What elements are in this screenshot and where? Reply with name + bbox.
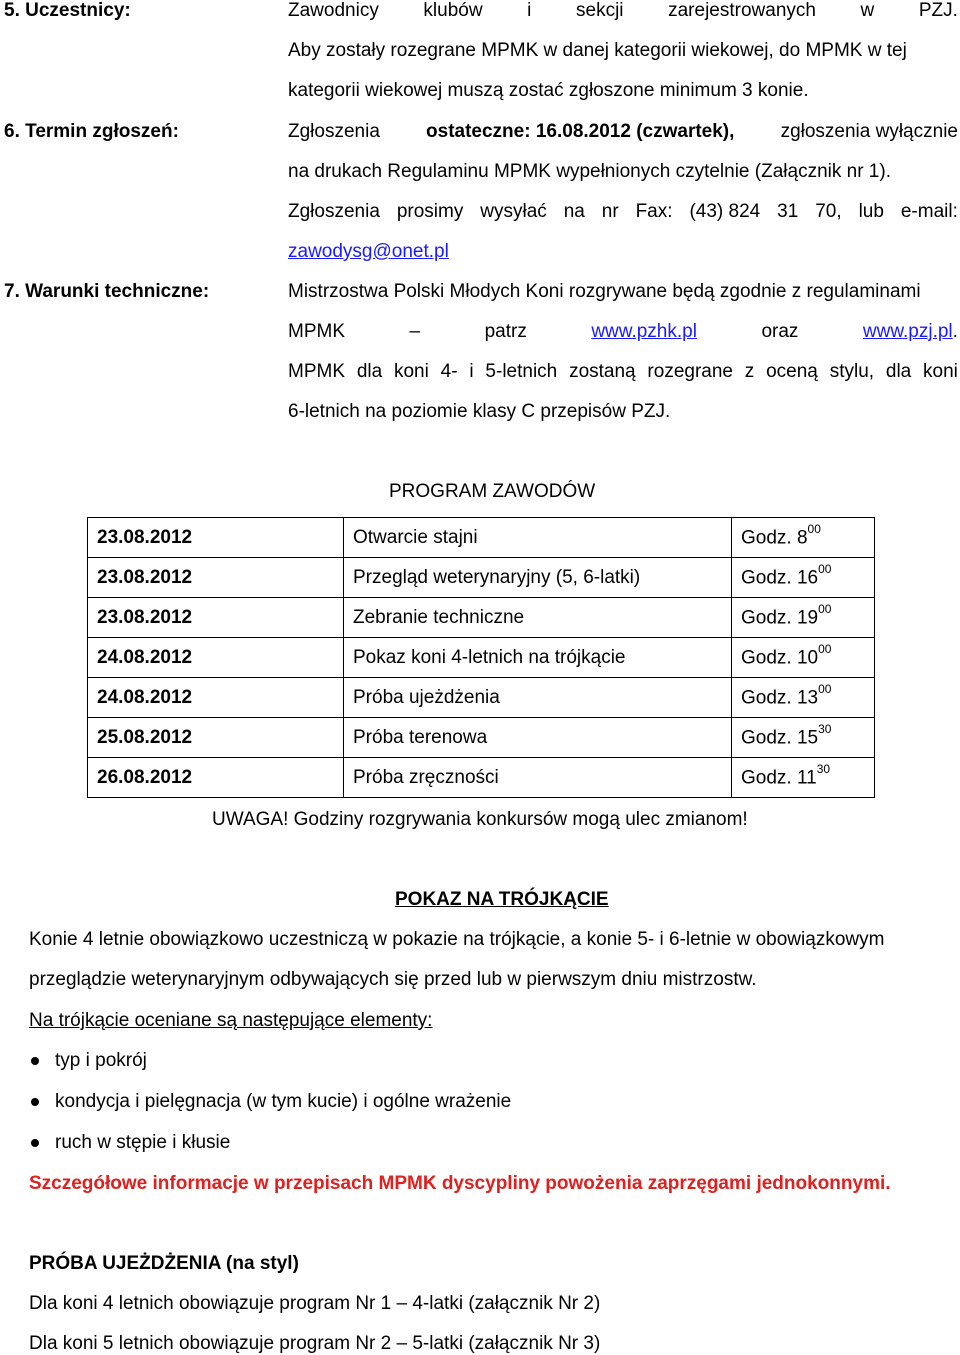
time-hour: Godz. 16: [741, 567, 819, 589]
row-date: 23.08.2012: [88, 518, 344, 558]
section-6-line-3: [288, 201, 958, 223]
patrz-text: patrz: [484, 321, 527, 342]
bullet-icon: [31, 1098, 39, 1106]
time-minutes: 30: [818, 722, 832, 737]
row-event: Przegląd weterynaryjny (5, 6-latki): [344, 558, 732, 598]
section-7-word: zostaną: [569, 361, 636, 382]
time-hour: Godz. 11: [741, 767, 817, 789]
section-6-word: Fax:: [635, 201, 673, 222]
section-7-word: MPMK: [288, 361, 345, 382]
section-6-word: 31: [777, 201, 799, 222]
bullet-icon: [31, 1057, 39, 1065]
time-minutes: 00: [807, 522, 821, 537]
section-6-word: lub: [858, 201, 884, 222]
row-time: [732, 558, 875, 598]
section-7-word: i: [469, 361, 474, 382]
section-7-word: oceną: [766, 361, 818, 382]
row-event: Zebranie techniczne: [344, 598, 732, 638]
section-6-line-1: [288, 121, 958, 143]
row-time: [732, 718, 875, 758]
section-6-word: nr: [601, 201, 619, 222]
bullet-item-1: typ i pokrój: [55, 1050, 147, 1071]
pokaz-title: POKAZ NA TRÓJKĄCIE: [395, 889, 609, 910]
section-5-line-2: Aby zostały rozegrane MPMK w danej kategorii wiekowej, do MPMK w tej: [288, 40, 907, 61]
row-time: [732, 598, 875, 638]
proba-line-1: Dla koni 4 letnich obowiązuje program Nr 1 – 4-latki (załącznik Nr 2): [29, 1293, 601, 1314]
table-row: [88, 758, 875, 798]
section-7-line-1: Mistrzostwa Polski Młodych Koni rozgrywane będą zgodnie z regulaminami: [288, 281, 921, 302]
table-row: [88, 678, 875, 718]
section-7-label: 7. Warunki techniczne:: [4, 281, 210, 302]
section-5-word: w: [860, 0, 875, 21]
section-5-label: 5. Uczestnicy:: [4, 0, 131, 21]
section-5-line-1: [288, 0, 958, 22]
table-row: [88, 718, 875, 758]
section-5-word: i: [527, 0, 532, 21]
row-date: 23.08.2012: [88, 598, 344, 638]
table-row: [88, 638, 875, 678]
section-6-word: wysyłać: [480, 201, 547, 222]
section-7-word: stylu,: [829, 361, 875, 382]
email-link[interactable]: zawodysg@onet.pl: [288, 241, 449, 262]
section-6-word: na: [563, 201, 585, 222]
program-title: PROGRAM ZAWODÓW: [389, 481, 596, 502]
section-6-word: Zgłoszenia: [288, 201, 380, 222]
row-time: [732, 678, 875, 718]
dash-text: –: [409, 321, 421, 342]
section-7-word: koni: [923, 361, 958, 382]
deadline-date: ostateczne: 16.08.2012 (czwartek),: [426, 121, 735, 142]
pzhk-link[interactable]: www.pzhk.pl: [591, 321, 697, 342]
row-date: 24.08.2012: [88, 678, 344, 718]
row-time: [732, 518, 875, 558]
row-event: Pokaz koni 4-letnich na trójkącie: [344, 638, 732, 678]
elements-heading: Na trójkącie oceniane są następujące elementy:: [29, 1010, 433, 1031]
section-5-word: zarejestrowanych: [668, 0, 816, 21]
section-7-word: 4-: [440, 361, 458, 382]
table-row: [88, 558, 875, 598]
oraz-text: oraz: [761, 321, 799, 342]
time-minutes: 00: [818, 602, 832, 617]
table-row: [88, 598, 875, 638]
period-text: .: [952, 321, 958, 342]
pokaz-line-1: Konie 4 letnie obowiązkowo uczestniczą w pokazie na trójkącie, a konie 5- i 6-letnie w obowiązkowym: [29, 929, 885, 950]
section-5-word: PZJ.: [918, 0, 958, 21]
row-time: [732, 638, 875, 678]
program-note: UWAGA! Godziny rozgrywania konkursów mogą ulec zmianom!: [212, 809, 748, 830]
row-date: 25.08.2012: [88, 718, 344, 758]
section-7-word: 5-letnich: [485, 361, 558, 382]
bullet-item-3: ruch w stępie i kłusie: [55, 1132, 231, 1153]
row-date: 23.08.2012: [88, 558, 344, 598]
time-minutes: 30: [816, 762, 831, 777]
row-event: Próba terenowa: [344, 718, 732, 758]
pokaz-line-2: przeglądzie weterynaryjnym odbywających się przed lub w pierwszym dniu mistrzostw.: [29, 969, 757, 990]
section-7-word: koni: [393, 361, 429, 382]
section-5-word: klubów: [423, 0, 483, 21]
proba-line-2: Dla koni 5 letnich obowiązuje program Nr 2 – 5-latki (załącznik Nr 3): [29, 1333, 601, 1354]
program-table: [87, 517, 875, 798]
pzj-link[interactable]: www.pzj.pl: [862, 321, 953, 342]
section-6-word: e-mail:: [900, 201, 958, 222]
section-7-word: dla: [356, 361, 383, 382]
mpmk-text: MPMK: [288, 321, 345, 342]
time-hour: Godz. 10: [741, 647, 819, 669]
time-hour: Godz. 19: [741, 607, 819, 629]
section-7-word: dla: [885, 361, 912, 382]
time-hour: Godz. 8: [741, 527, 808, 549]
section-5-line-3: kategorii wiekowej muszą zostać zgłoszone minimum 3 konie.: [288, 80, 809, 101]
section-7-word: rozegrane: [647, 361, 733, 382]
section-7-line-4: 6-letnich na poziomie klasy C przepisów PZJ.: [288, 401, 671, 422]
deadline-pre: Zgłoszenia: [288, 121, 380, 142]
time-hour: Godz. 15: [741, 727, 819, 749]
row-event: Próba ujeżdżenia: [344, 678, 732, 718]
time-minutes: 00: [818, 642, 832, 657]
time-hour: Godz. 13: [741, 687, 819, 709]
section-7-line-2: [288, 321, 958, 343]
bullet-item-2: kondycja i pielęgnacja (w tym kucie) i ogólne wrażenie: [55, 1091, 512, 1112]
section-5-word: Zawodnicy: [288, 0, 379, 21]
time-minutes: 00: [818, 682, 832, 697]
row-event: Otwarcie stajni: [344, 518, 732, 558]
proba-title: PRÓBA UJEŻDŻENIA (na styl): [29, 1253, 299, 1274]
section-7-line-3: [288, 361, 958, 383]
section-6-label: 6. Termin zgłoszeń:: [4, 121, 179, 142]
red-note: Szczegółowe informacje w przepisach MPMK dyscypliny powożenia zaprzęgami jednokonnymi.: [29, 1173, 891, 1194]
section-5-word: sekcji: [576, 0, 624, 21]
table-row: [88, 518, 875, 558]
section-6-line-2: na drukach Regulaminu MPMK wypełnionych czytelnie (Załącznik nr 1).: [288, 161, 891, 182]
section-7-word: z: [744, 361, 755, 382]
section-6-word: prosimy: [396, 201, 464, 222]
deadline-post: zgłoszenia wyłącznie: [780, 121, 958, 142]
time-minutes: 00: [818, 562, 832, 577]
section-6-word: (43) 824: [689, 201, 761, 222]
row-time: [732, 758, 875, 798]
row-date: 24.08.2012: [88, 638, 344, 678]
row-event: Próba zręczności: [344, 758, 732, 798]
bullet-icon: [31, 1139, 39, 1147]
section-6-word: 70,: [815, 201, 842, 222]
row-date: 26.08.2012: [88, 758, 344, 798]
